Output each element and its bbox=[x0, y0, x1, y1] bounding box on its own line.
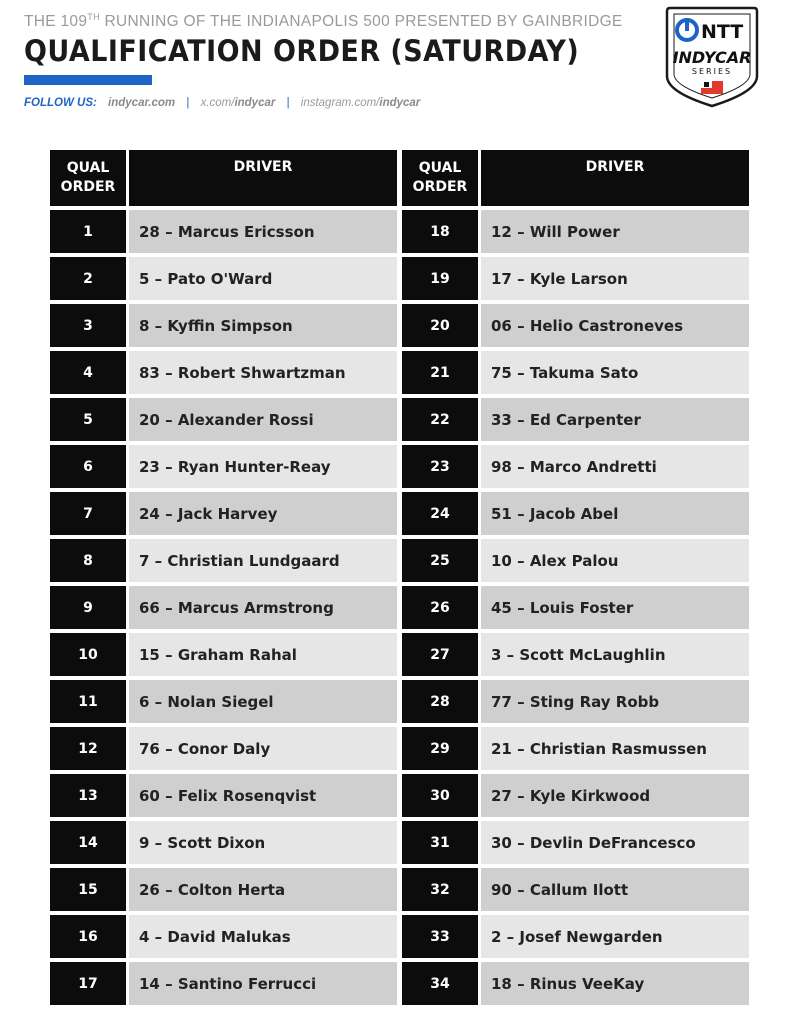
table-row bbox=[50, 257, 749, 300]
qual-order-cell: 32 bbox=[402, 868, 478, 911]
driver-cell: 14 – Santino Ferrucci bbox=[129, 962, 397, 1005]
driver-cell: 83 – Robert Shwartzman bbox=[129, 351, 397, 394]
driver-cell: 28 – Marcus Ericsson bbox=[129, 210, 397, 253]
link-separator: | bbox=[186, 97, 190, 110]
page-title: QUALIFICATION ORDER (SATURDAY) bbox=[24, 34, 580, 69]
table-row bbox=[50, 492, 749, 535]
qual-order-cell: 27 bbox=[402, 633, 478, 676]
table-row bbox=[50, 821, 749, 864]
qual-order-cell: 22 bbox=[402, 398, 478, 441]
col-header-driver: DRIVER bbox=[481, 150, 749, 206]
qual-order-cell: 9 bbox=[50, 586, 126, 629]
table-row bbox=[50, 351, 749, 394]
driver-cell: 17 – Kyle Larson bbox=[481, 257, 749, 300]
col-header-qual-order: QUAL ORDER bbox=[50, 150, 126, 206]
subtitle-sup: TH bbox=[87, 12, 100, 22]
driver-cell: 12 – Will Power bbox=[481, 210, 749, 253]
qual-order-cell: 14 bbox=[50, 821, 126, 864]
driver-cell: 45 – Louis Foster bbox=[481, 586, 749, 629]
qual-order-cell: 12 bbox=[50, 727, 126, 770]
driver-cell: 76 – Conor Daly bbox=[129, 727, 397, 770]
col-header-qual-order: QUAL ORDER bbox=[402, 150, 478, 206]
driver-cell: 30 – Devlin DeFrancesco bbox=[481, 821, 749, 864]
driver-cell: 77 – Sting Ray Robb bbox=[481, 680, 749, 723]
qual-order-cell: 7 bbox=[50, 492, 126, 535]
qual-order-cell: 20 bbox=[402, 304, 478, 347]
qual-order-cell: 26 bbox=[402, 586, 478, 629]
driver-cell: 9 – Scott Dixon bbox=[129, 821, 397, 864]
table-row bbox=[50, 210, 749, 253]
qual-order-cell: 24 bbox=[402, 492, 478, 535]
qual-order-cell: 25 bbox=[402, 539, 478, 582]
follow-label: FOLLOW US: bbox=[24, 97, 97, 110]
table-row bbox=[50, 539, 749, 582]
qual-order-cell: 10 bbox=[50, 633, 126, 676]
accent-bar bbox=[24, 75, 152, 85]
driver-cell: 3 – Scott McLaughlin bbox=[481, 633, 749, 676]
table-row bbox=[50, 680, 749, 723]
logo-brand-text: NTT bbox=[701, 21, 744, 43]
qual-order-cell: 34 bbox=[402, 962, 478, 1005]
qual-order-cell: 21 bbox=[402, 351, 478, 394]
table-row bbox=[50, 304, 749, 347]
link-separator: | bbox=[286, 97, 290, 110]
driver-cell: 20 – Alexander Rossi bbox=[129, 398, 397, 441]
qual-order-cell: 5 bbox=[50, 398, 126, 441]
table-row bbox=[50, 398, 749, 441]
table-row bbox=[50, 727, 749, 770]
table-row bbox=[50, 633, 749, 676]
qual-order-cell: 29 bbox=[402, 727, 478, 770]
driver-cell: 8 – Kyffin Simpson bbox=[129, 304, 397, 347]
driver-cell: 24 – Jack Harvey bbox=[129, 492, 397, 535]
qual-order-cell: 23 bbox=[402, 445, 478, 488]
driver-cell: 06 – Helio Castroneves bbox=[481, 304, 749, 347]
driver-cell: 75 – Takuma Sato bbox=[481, 351, 749, 394]
driver-cell: 60 – Felix Rosenqvist bbox=[129, 774, 397, 817]
driver-cell: 15 – Graham Rahal bbox=[129, 633, 397, 676]
driver-cell: 10 – Alex Palou bbox=[481, 539, 749, 582]
qual-order-cell: 4 bbox=[50, 351, 126, 394]
qual-order-cell: 2 bbox=[50, 257, 126, 300]
driver-cell: 18 – Rinus VeeKay bbox=[481, 962, 749, 1005]
table-row bbox=[50, 586, 749, 629]
qual-order-cell: 6 bbox=[50, 445, 126, 488]
qual-order-cell: 18 bbox=[402, 210, 478, 253]
logo-series-sub-text: SERIES bbox=[691, 67, 733, 76]
driver-cell: 27 – Kyle Kirkwood bbox=[481, 774, 749, 817]
ntt-indycar-logo bbox=[664, 4, 760, 110]
qual-order-cell: 13 bbox=[50, 774, 126, 817]
col-header-driver: DRIVER bbox=[129, 150, 397, 206]
table-row bbox=[50, 445, 749, 488]
driver-cell: 6 – Nolan Siegel bbox=[129, 680, 397, 723]
driver-cell: 26 – Colton Herta bbox=[129, 868, 397, 911]
driver-cell: 66 – Marcus Armstrong bbox=[129, 586, 397, 629]
driver-cell: 21 – Christian Rasmussen bbox=[481, 727, 749, 770]
qual-order-cell: 31 bbox=[402, 821, 478, 864]
qual-order-cell: 30 bbox=[402, 774, 478, 817]
driver-cell: 4 – David Malukas bbox=[129, 915, 397, 958]
subtitle-pre: THE 109 bbox=[24, 13, 88, 31]
link-instagram[interactable]: instagram.com/indycar bbox=[300, 97, 421, 110]
qual-order-cell: 11 bbox=[50, 680, 126, 723]
driver-cell: 7 – Christian Lundgaard bbox=[129, 539, 397, 582]
driver-cell: 2 – Josef Newgarden bbox=[481, 915, 749, 958]
driver-cell: 51 – Jacob Abel bbox=[481, 492, 749, 535]
driver-cell: 5 – Pato O'Ward bbox=[129, 257, 397, 300]
qual-order-cell: 19 bbox=[402, 257, 478, 300]
social-links bbox=[24, 97, 644, 109]
table-row bbox=[50, 962, 749, 1005]
qual-order-cell: 8 bbox=[50, 539, 126, 582]
event-subtitle bbox=[24, 12, 644, 31]
subtitle-post: RUNNING OF THE INDIANAPOLIS 500 PRESENTED BY GAINBRIDGE bbox=[99, 13, 623, 31]
qualification-table bbox=[50, 146, 749, 1009]
table-row bbox=[50, 868, 749, 911]
qual-order-cell: 33 bbox=[402, 915, 478, 958]
page-header bbox=[24, 12, 644, 109]
table-header-row bbox=[50, 150, 749, 206]
qual-order-cell: 3 bbox=[50, 304, 126, 347]
table-row bbox=[50, 774, 749, 817]
logo-series-text: INDYCAR bbox=[672, 48, 752, 67]
driver-cell: 90 – Callum Ilott bbox=[481, 868, 749, 911]
driver-cell: 23 – Ryan Hunter-Reay bbox=[129, 445, 397, 488]
link-website[interactable]: indycar.com bbox=[108, 97, 176, 110]
qual-order-cell: 15 bbox=[50, 868, 126, 911]
qual-order-cell: 16 bbox=[50, 915, 126, 958]
driver-cell: 33 – Ed Carpenter bbox=[481, 398, 749, 441]
driver-cell: 98 – Marco Andretti bbox=[481, 445, 749, 488]
table-row bbox=[50, 915, 749, 958]
link-x[interactable]: x.com/indycar bbox=[200, 97, 276, 110]
qual-order-cell: 17 bbox=[50, 962, 126, 1005]
qual-order-cell: 28 bbox=[402, 680, 478, 723]
qual-order-cell: 1 bbox=[50, 210, 126, 253]
